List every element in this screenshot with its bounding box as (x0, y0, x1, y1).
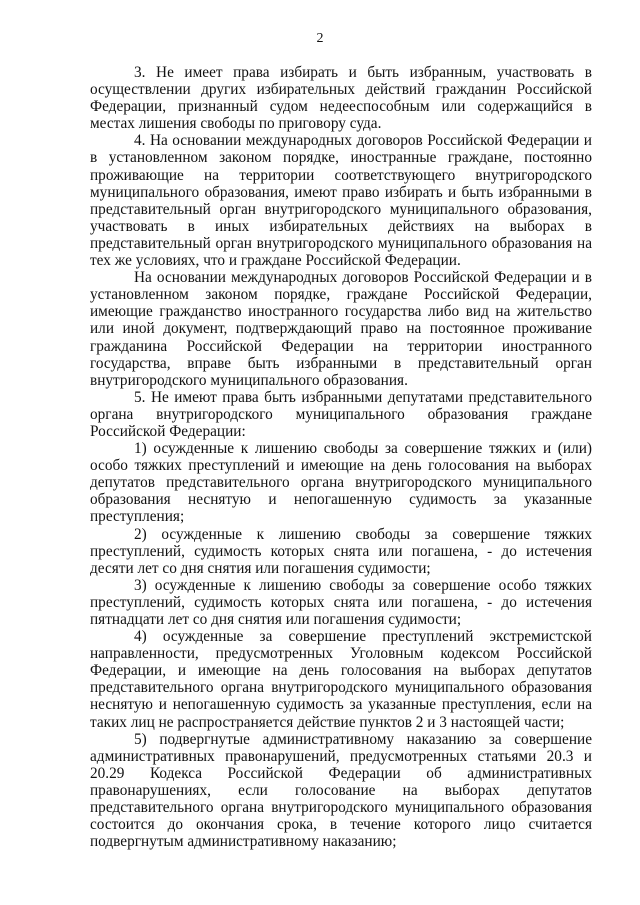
list-item-2: 2) осужденные к лишению свободы за совершение тяжких преступлений, судимость которых снята или погашена, - до истечения десяти лет со дня снятия или погашения судимости; (90, 525, 592, 577)
list-item-5: 5) подвергнутые административному наказанию за совершение административных правонарушений, предусмотренных статьями 20.3 и 20.29 Кодекса Российской Федерации об административных правонарушениях, если голосование на выборах депутатов представительного органа внутригородского муниципального образования состоится до окончания срока, в течение которого лицо считается подвергнутым административному наказанию; (90, 730, 592, 851)
paragraph-part-4: 4. На основании международных договоров Российской Федерации и в установленном законом порядке, иностранные граждане, постоянно проживающие на территории соответствующего внутригородского муниципального образования, имеют право избирать и быть избранными в представительный орган внутригородского муниципального образования, участвовать в иных избирательных действиях на выборах в представительный орган внутригородского муниципального образования на тех же условиях, что и граждане Российской Федерации. (90, 132, 592, 270)
paragraph-part-5: 5. Не имеют права быть избранными депутатами представительного органа внутригородского муниципального образования граждане Российской Федерации: (90, 388, 592, 440)
document-body (90, 64, 592, 850)
paragraph-part-3: 3. Не имеет права избирать и быть избранным, участвовать в осуществлении других избирательных действий гражданин Российской Федерации, признанный судом недееспособным или содержащийся в местах лишения свободы по приговору суда. (90, 64, 592, 133)
list-item-3: 3) осужденные к лишению свободы за совершение особо тяжких преступлений, судимость которых снята или погашена, - до истечения пятнадцати лет со дня снятия или погашения судимости; (90, 576, 592, 628)
list-item-1: 1) осужденные к лишению свободы за совершение тяжких и (или) особо тяжких преступлений и имеющие на день голосования на выборах депутатов представительного органа внутригородского муниципального образования неснятую и непогашенную судимость за указанные преступления; (90, 440, 592, 526)
paragraph-dual-citizens: На основании международных договоров Российской Федерации и в установленном законом порядке, граждане Российской Федерации, имеющие гражданство иностранного государства либо вид на жительство или иной документ, подтверждающий право на постоянное проживание гражданина Российской Федерации на территории иностранного государства, вправе быть избранными в представительный орган внутригородского муниципального образования. (90, 269, 592, 389)
list-item-4: 4) осужденные за совершение преступлений экстремистской направленности, предусмотренных Уголовным кодексом Российской Федерации, и имеющие на день голосования на выборах депутатов представительного органа внутригородского муниципального образования неснятую и непогашенную судимость за указанные преступления, если на таких лиц не распространяется действие пунктов 2 и 3 настоящей части; (90, 628, 592, 731)
page-number: 2 (316, 31, 324, 46)
